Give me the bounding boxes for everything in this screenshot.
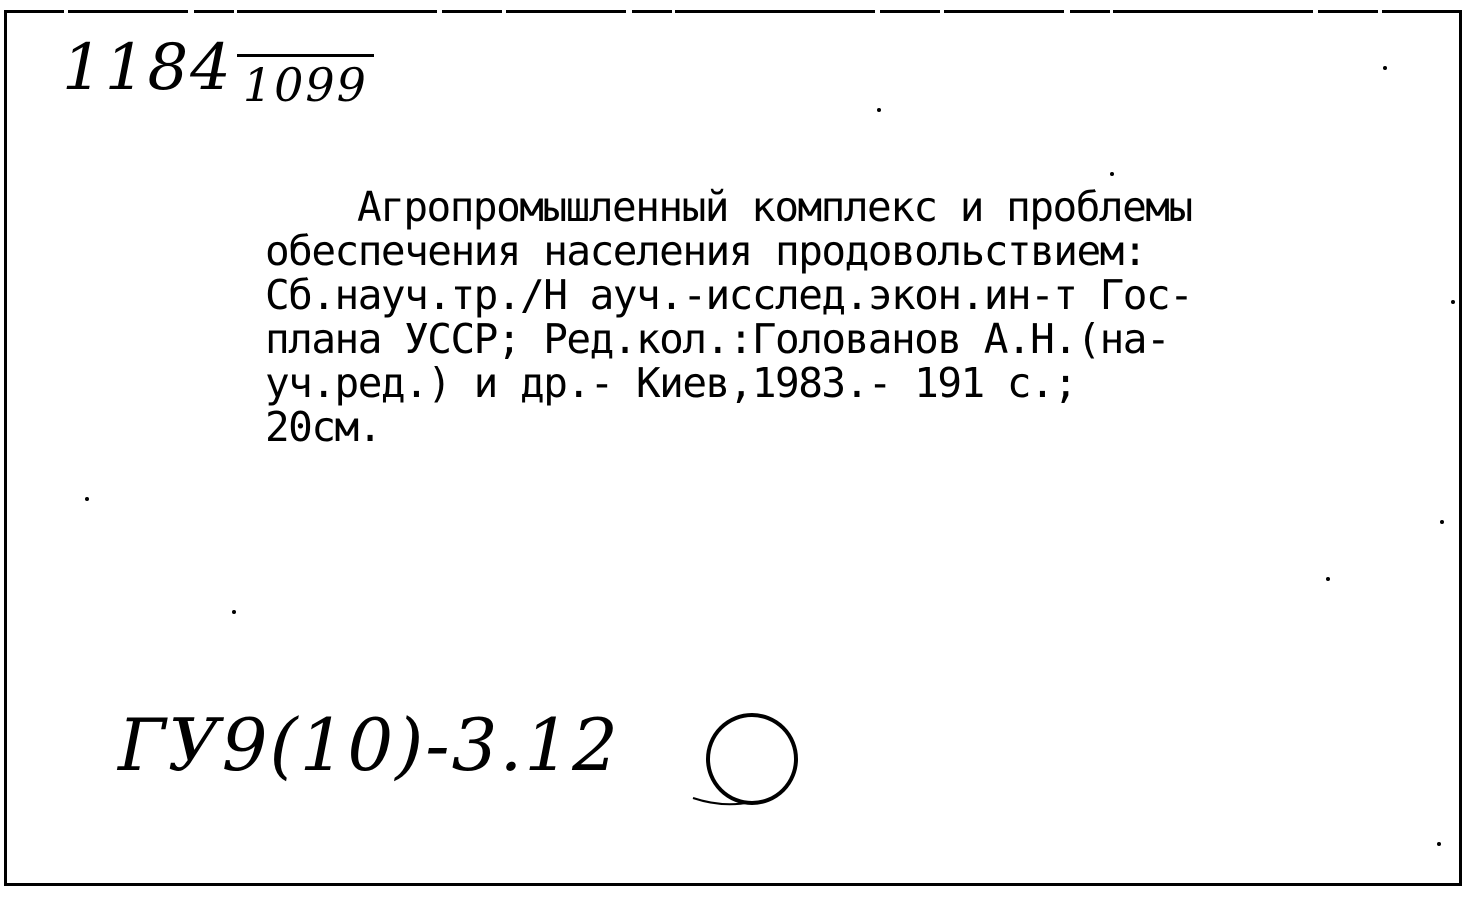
speck <box>232 610 236 614</box>
catalog-number <box>62 28 374 113</box>
speck <box>1437 842 1441 846</box>
speck <box>1110 172 1114 176</box>
speck <box>877 108 881 112</box>
entry-line: Агропромышленный комплекс и проблемы <box>357 183 1192 231</box>
entry-line: плана УССР; Ред.кол.:Голованов А.Н.(на- <box>265 315 1170 363</box>
classification-code: ГУ9(10)-3.12 <box>118 703 620 787</box>
speck <box>1440 520 1444 524</box>
speck <box>85 497 89 501</box>
catalog-number-main: 1184 <box>62 31 233 105</box>
speck <box>1383 66 1387 70</box>
entry-line: уч.ред.) и др.- Киев,1983.- 191 с.; <box>265 359 1077 407</box>
entry-line: 20см. <box>265 403 381 451</box>
entry-line: обеспечения населения продовольствием: <box>265 227 1146 275</box>
speck <box>1451 300 1455 304</box>
entry-line: Сб.науч.тр./Н ауч.-исслед.экон.ин-т Гос- <box>265 271 1193 319</box>
bibliographic-entry <box>265 185 1460 449</box>
speck <box>1326 577 1330 581</box>
catalog-number-sub: 1099 <box>237 54 374 113</box>
card-punch-hole <box>703 710 801 808</box>
card-top-edge <box>4 10 1462 13</box>
